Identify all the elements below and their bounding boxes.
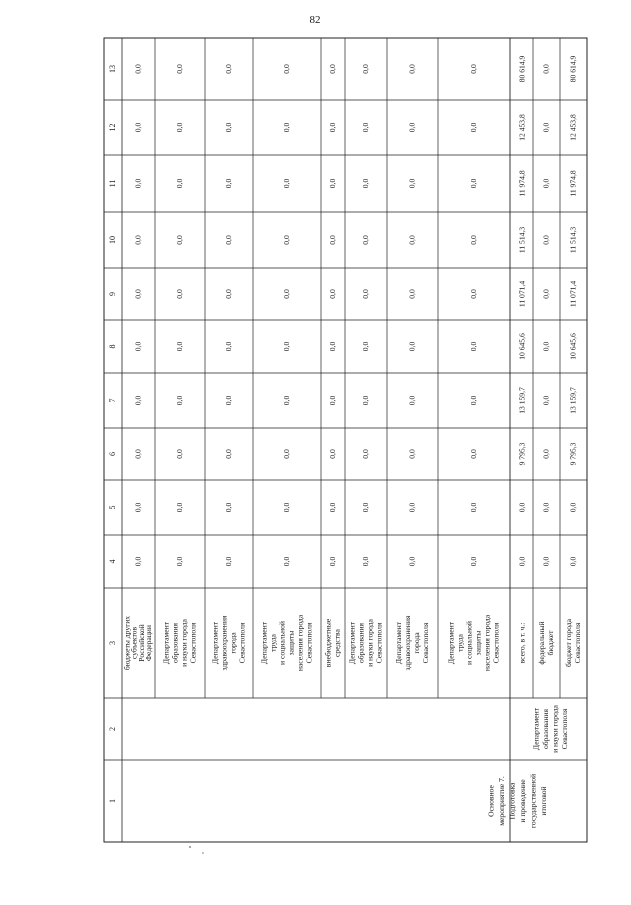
- amount-cell: 0,0: [281, 449, 291, 459]
- amount-cell: 0,0: [281, 395, 291, 406]
- amount-cell: 0,0: [327, 289, 337, 299]
- amount-cell: 0,0: [327, 502, 337, 513]
- amount-cell: 10 645,6: [517, 333, 527, 360]
- column-number: 2: [107, 727, 117, 731]
- amount-cell: 0,0: [133, 122, 143, 133]
- funding-source-line: Севастополя: [491, 622, 501, 664]
- amount-cell: 0,0: [327, 449, 337, 459]
- amount-cell: 0,0: [133, 502, 143, 513]
- amount-cell: 0,0: [407, 122, 417, 133]
- amount-cell: 12 453,8: [517, 114, 527, 141]
- funding-source-line: внебюджетные: [323, 618, 333, 668]
- funding-source-line: и социальной: [464, 621, 474, 665]
- amount-cell: 80 614,9: [517, 55, 527, 83]
- measure-name-line: государственной: [528, 773, 538, 829]
- amount-cell: 0,0: [541, 235, 551, 245]
- amount-cell: 0,0: [541, 289, 551, 299]
- funding-source-line: Департамент: [347, 621, 357, 665]
- column-number: 11: [107, 179, 117, 188]
- measure-name-line: и проведение: [518, 779, 527, 823]
- page-number: 82: [309, 14, 321, 26]
- funding-source-line: Севастополя: [188, 622, 198, 664]
- funding-source-line: средства: [332, 629, 342, 657]
- amount-cell: 0,0: [327, 556, 337, 567]
- amount-cell: 0,0: [360, 395, 370, 406]
- amount-cell: 0,0: [468, 178, 478, 189]
- amount-cell: 0,0: [468, 64, 478, 74]
- amount-cell: 0,0: [468, 235, 478, 245]
- funding-source-line: бюджеты других: [122, 615, 132, 671]
- amount-cell: 0,0: [133, 178, 143, 189]
- funding-source-line: населения города: [482, 614, 492, 672]
- amount-cell: 0,0: [468, 556, 478, 567]
- amount-cell: 0,0: [281, 235, 291, 245]
- amount-cell: 0,0: [541, 449, 551, 459]
- amount-cell: 0,0: [327, 395, 337, 406]
- executor-name-line: Севастополя: [560, 708, 569, 750]
- amount-cell: 0,0: [360, 122, 370, 133]
- funding-source-line: субъектов: [129, 626, 139, 660]
- amount-cell: 11 514,3: [568, 226, 578, 254]
- amount-cell: 0,0: [407, 395, 417, 406]
- scan-speck: [202, 852, 203, 853]
- executor-name-line: и науки города: [550, 705, 560, 753]
- measure-name-line: итоговой: [539, 786, 548, 816]
- amount-cell: 0,0: [468, 341, 478, 352]
- amount-cell: 11 514,3: [517, 226, 527, 254]
- funding-source-line: Севастополя: [237, 622, 247, 664]
- amount-cell: 0,0: [360, 449, 370, 459]
- amount-cell: 0,0: [541, 341, 551, 352]
- funding-source-line: Департамент: [393, 621, 403, 665]
- amount-cell: 0,0: [174, 122, 184, 133]
- column-number: 5: [107, 505, 117, 510]
- scan-speck: [189, 846, 191, 848]
- funding-source-line: федеральный: [536, 621, 546, 665]
- amount-cell: 0,0: [517, 556, 527, 567]
- amount-cell: 0,0: [281, 289, 291, 299]
- amount-cell: 0,0: [541, 122, 551, 133]
- amount-cell: 0,0: [133, 341, 143, 352]
- amount-cell: 10 645,6: [568, 333, 578, 360]
- amount-cell: 0,0: [360, 64, 370, 74]
- funding-source-line: Департамент: [259, 621, 269, 665]
- amount-cell: 0,0: [517, 502, 527, 513]
- amount-cell: 0,0: [541, 395, 551, 406]
- column-number: 9: [107, 292, 117, 296]
- amount-cell: 0,0: [468, 395, 478, 406]
- amount-cell: 0,0: [223, 178, 233, 189]
- amount-cell: 0,0: [360, 556, 370, 567]
- amount-cell: 0,0: [223, 502, 233, 513]
- amount-cell: 0,0: [327, 122, 337, 133]
- funding-source-line: Департамент: [210, 621, 220, 665]
- amount-cell: 0,0: [223, 289, 233, 299]
- funding-source-line: Федерации: [144, 625, 154, 661]
- amount-cell: 0,0: [133, 64, 143, 74]
- funding-source-line: защиты: [286, 630, 296, 656]
- column-number: 13: [107, 65, 117, 73]
- amount-cell: 0,0: [223, 64, 233, 74]
- amount-cell: 0,0: [407, 64, 417, 74]
- amount-cell: 0,0: [407, 289, 417, 299]
- column-number: 7: [107, 398, 117, 403]
- amount-cell: 11 071,4: [568, 280, 578, 308]
- funding-source-line: Севастополя: [572, 622, 582, 664]
- funding-source-line: населения города: [295, 614, 305, 672]
- column-number: 4: [107, 559, 117, 564]
- amount-cell: 0,0: [468, 449, 478, 459]
- amount-cell: 0,0: [174, 502, 184, 513]
- amount-cell: 11 071,4: [517, 280, 527, 308]
- amount-cell: 0,0: [541, 178, 551, 189]
- amount-cell: 0,0: [360, 289, 370, 299]
- amount-cell: 80 614,9: [568, 55, 578, 83]
- amount-cell: 13 159,7: [517, 387, 527, 414]
- funding-source-line: Севастополя: [374, 622, 384, 664]
- funding-source-line: города: [228, 632, 238, 654]
- amount-cell: 0,0: [281, 178, 291, 189]
- funding-source-line: Российской: [136, 624, 146, 662]
- amount-cell: 0,0: [360, 178, 370, 189]
- amount-cell: 13 159,7: [568, 387, 578, 414]
- amount-cell: 0,0: [223, 235, 233, 245]
- amount-cell: 0,0: [223, 341, 233, 352]
- amount-cell: 0,0: [327, 341, 337, 352]
- executor-name-line: Департамент: [531, 707, 541, 751]
- amount-cell: 0,0: [407, 556, 417, 567]
- amount-cell: 0,0: [223, 449, 233, 459]
- measure-name-line: Подготовка: [507, 782, 517, 820]
- funding-source-line: и науки города: [179, 619, 189, 667]
- funding-source-line: образования: [170, 622, 180, 664]
- amount-cell: 0,0: [174, 449, 184, 459]
- amount-cell: 9 795,3: [568, 442, 578, 466]
- amount-cell: 0,0: [407, 449, 417, 459]
- funding-source-line: города: [411, 632, 421, 654]
- column-number: 3: [107, 641, 117, 645]
- amount-cell: 0,0: [133, 289, 143, 299]
- amount-cell: 0,0: [568, 556, 578, 567]
- amount-cell: 0,0: [468, 122, 478, 133]
- amount-cell: 0,0: [133, 235, 143, 245]
- amount-cell: 0,0: [541, 556, 551, 567]
- column-number: 12: [107, 123, 117, 132]
- amount-cell: 0,0: [174, 556, 184, 567]
- amount-cell: 0,0: [174, 341, 184, 352]
- amount-cell: 0,0: [174, 395, 184, 406]
- amount-cell: 11 974,8: [517, 170, 527, 197]
- amount-cell: 0,0: [174, 289, 184, 299]
- amount-cell: 0,0: [174, 64, 184, 74]
- funding-source-line: и науки города: [365, 619, 375, 667]
- amount-cell: 0,0: [541, 502, 551, 513]
- amount-cell: 0,0: [407, 178, 417, 189]
- amount-cell: 0,0: [281, 502, 291, 513]
- funding-source-line: и социальной: [277, 621, 287, 665]
- amount-cell: 0,0: [133, 449, 143, 459]
- funding-source-line: труда: [455, 634, 465, 652]
- amount-cell: 0,0: [360, 235, 370, 245]
- amount-cell: 0,0: [468, 289, 478, 299]
- amount-cell: 0,0: [327, 178, 337, 189]
- amount-cell: 0,0: [133, 395, 143, 406]
- amount-cell: 0,0: [174, 178, 184, 189]
- amount-cell: 11 974,8: [568, 170, 578, 197]
- funding-source-line: бюджет города: [563, 618, 573, 668]
- funding-source-line: здравоохранения: [219, 615, 229, 671]
- amount-cell: 0,0: [360, 502, 370, 513]
- amount-cell: 0,0: [541, 64, 551, 74]
- amount-cell: 0,0: [468, 502, 478, 513]
- funding-source-line: всего, в т. ч.:: [517, 622, 527, 664]
- funding-source-line: бюджет: [545, 630, 555, 656]
- funding-source-line: Департамент: [446, 621, 456, 665]
- funding-source-line: защиты: [473, 630, 483, 656]
- funding-source-line: Севастополя: [420, 622, 430, 664]
- executor-name-line: образования: [541, 708, 550, 750]
- amount-cell: 0,0: [223, 395, 233, 406]
- amount-cell: 0,0: [360, 341, 370, 352]
- measure-name-line: мероприятие 7.: [497, 776, 506, 826]
- amount-cell: 0,0: [133, 556, 143, 567]
- funding-source-line: труда: [268, 634, 278, 652]
- column-number: 6: [107, 452, 117, 456]
- funding-source-line: Департамент: [161, 621, 171, 665]
- funding-source-line: здравоохранения: [402, 615, 412, 671]
- column-number: 10: [107, 236, 117, 244]
- amount-cell: 0,0: [281, 122, 291, 133]
- amount-cell: 0,0: [407, 235, 417, 245]
- amount-cell: 0,0: [281, 341, 291, 352]
- amount-cell: 0,0: [223, 122, 233, 133]
- amount-cell: 0,0: [223, 556, 233, 567]
- funding-source-line: образования: [356, 622, 366, 664]
- column-number: 8: [107, 344, 117, 349]
- amount-cell: 0,0: [281, 64, 291, 74]
- amount-cell: 9 795,3: [517, 442, 527, 466]
- amount-cell: 0,0: [407, 341, 417, 352]
- amount-cell: 0,0: [281, 556, 291, 567]
- amount-cell: 12 453,8: [568, 114, 578, 141]
- amount-cell: 0,0: [327, 64, 337, 74]
- column-number: 1: [107, 799, 117, 803]
- amount-cell: 0,0: [327, 235, 337, 245]
- amount-cell: 0,0: [407, 502, 417, 513]
- measure-name-line: Основное: [486, 785, 496, 817]
- amount-cell: 0,0: [568, 502, 578, 513]
- amount-cell: 0,0: [174, 235, 184, 245]
- funding-source-line: Севастополя: [304, 622, 314, 664]
